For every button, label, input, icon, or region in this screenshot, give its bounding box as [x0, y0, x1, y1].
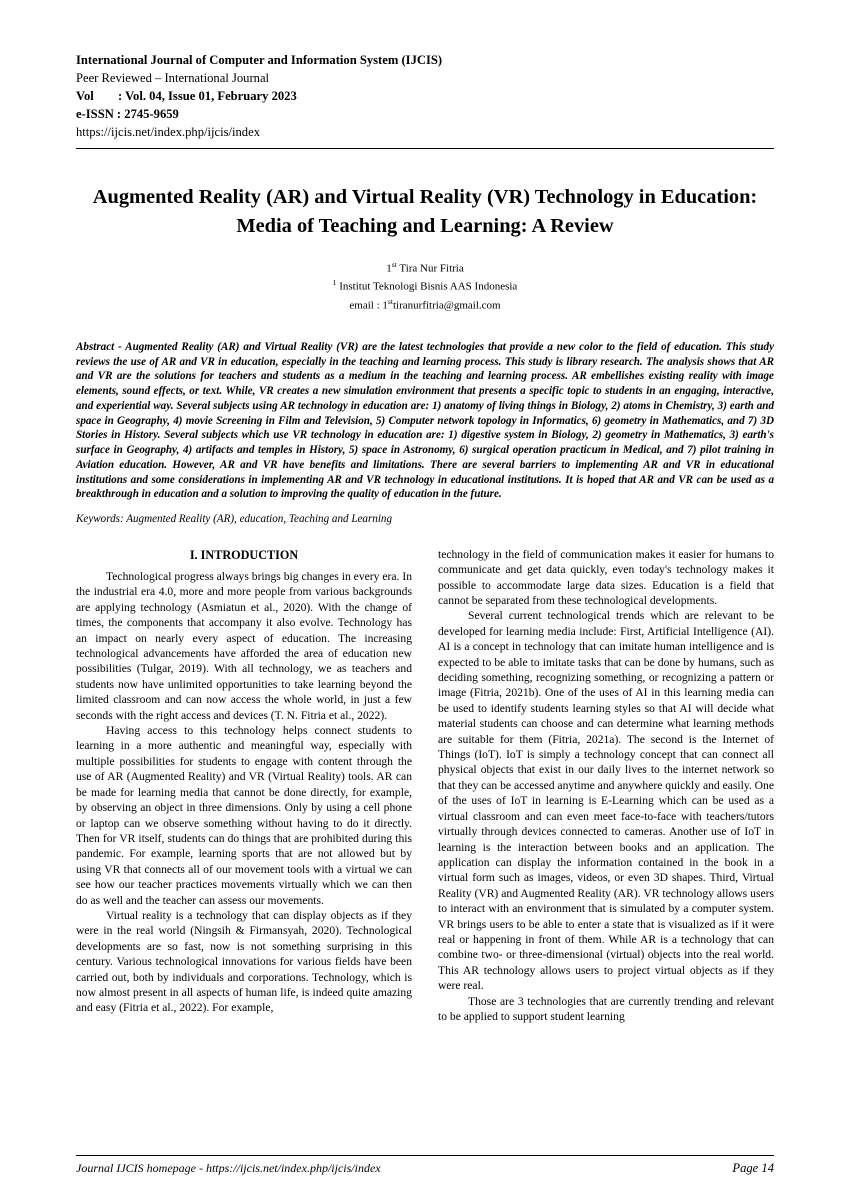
author-name: Tira Nur Fitria: [396, 262, 464, 275]
author-order-suffix: st: [391, 260, 397, 270]
journal-volume-value: : Vol. 04, Issue 01, February 2023: [118, 88, 297, 103]
keywords-text: Keywords: Augmented Reality (AR), education, Teaching and Learning: [76, 513, 393, 526]
footer-homepage: Journal IJCIS homepage - https://ijcis.net/index.php/ijcis/index: [76, 1161, 381, 1175]
footer-row: [76, 1161, 774, 1176]
affiliation-line: [76, 277, 774, 295]
journal-volume: [76, 88, 774, 106]
left-column: [76, 547, 412, 1025]
paragraph: technology in the field of communication makes it easier for humans to communicate and get data quickly, even today's technology makes it possible to accommodate large data sizes. Education is a field that cannot be separated from these technological developments.: [438, 547, 774, 607]
abstract-text: Abstract - Augmented Reality (AR) and Virtual Reality (VR) are the latest technologies that provide a new color to the field of education. This study reviews the use of AR and VR in education, especially in the teaching and learning process. This study is library research. The analysis shows that AR and VR are the solutions for teachers and students as a medium in the teaching and learning process. AR embellishes existing reality with image elements, sound effects, or text. While, VR creates a new simulation environment that presents a specific topic to students in an engaging, interactive, and experiential way. Several subjects using AR technology in education are: 1) anatomy of living things in Biology, 2) atoms in Chemistry, 3) earth and space in Geography, 4) movie Screening in Film and Television, 5) Computer network topology in Informatics, 6) geometry in Mathematics, and 7) 3D Stories in History. Several subjects which use VR technology in education are: 1) digestive system in Biology, 2) geometry in Mathematics, 3) earth's surface in Geography, 4) artifacts and temples in History, 5) space in Astronomy, 6) surgical operation practicum in Medical, and 7) pilot training in Aviation education. However, AR and VR have benefits and limitations. There are several barriers to implementing AR and VR in educational institutions and some considerations in implementing AR and VR technology in educational institutions. It is hoped that AR and VR can be used as a breakthrough in education and a solution to improving the quality of education in the future.: [76, 340, 774, 501]
paragraph: Having access to this technology helps connect students to learning in a more authentic and meaningful way, especially with multiple possibilities for students to engage with content through the use of AR (Augmented Reality) and VR (Virtual Reality) tools. AR can be made for learning media that cannot be done directly, for example, by observing an object in three dimensions. Only by using a cell phone or laptop can we observe something without having to do it directly. Then for VR itself, students can do things that are prohibited during this pandemic. For example, learning sports that are not allowed but by using VR that connects all of our movement tools with a virtual we can see how our teacher practices movements virtually which we can then do as well and the teacher can assess our movements.: [76, 724, 412, 907]
author-block: [76, 259, 774, 313]
right-column: [438, 547, 774, 1025]
paragraph: Virtual reality is a technology that can display objects as if they were in the real world (Ningsih & Firmansyah, 2020). Technological developments are so fast, now is not something surprising in this century. Various technological innovations for various fields have been carried out, both by individuals and corporations. Technology, which is now almost present in all aspects of human life, is indeed quite amazing and easy (Fitria et al., 2022). For example,: [76, 908, 412, 1015]
footer-page-number: Page 14: [732, 1161, 774, 1175]
author-order: 1: [386, 262, 392, 275]
page-footer: [76, 1155, 774, 1176]
paragraph: Several current technological trends which are relevant to be developed for learning media include: First, Artificial Intelligence (AI). AI is a concept in technology that can imitate human intelligence and is expected to be able to imitate tasks that can be done by humans, such as deciding something, recognizing something, or recognizing a pattern or image (Fitria, 2021b). One of the uses of AI in this learning media can be used to identify students learning styles so that AI will decide what material students can choose and can determine what learning methods are suitable for them (Fitria, 2021a). The second is the Internet of Things (IoT). IoT is simply a technology concept that can connect all physical objects that exist in our daily lives to the internet network so that they can be accessed anytime and anywhere quickly and easily. One of the uses of IoT in learning is E-Learning which can be used as a virtual classroom and can even meet face-to-face with teachers/tutors virtually through devices connected to cameras. Another use of IoT in learning is the interaction between books and an application. The application can display the information contained in the book in a virtual form such as images, videos, or even 3D shapes. Third, Virtual Reality (VR) and Augmented Reality (AR). VR technology allows users to interact with an environment that is simulated by a computer system. VR brings users to be able to enter a state that is visualized as if it were real or happening in front of them. While AR is a technology that can combine two- or three-dimensional (virtual) objects into the real world. This AR technology allows users to project virtual objects as if they were real.: [438, 609, 774, 993]
author-line: [76, 259, 774, 277]
email-suffix-marker: st: [387, 296, 393, 306]
page-title: Augmented Reality (AR) and Virtual Reality (VR) Technology in Education: Media of Teaching and Learning: A Review: [92, 186, 758, 238]
author-email: tiranurfitria@gmail.com: [393, 299, 501, 312]
affiliation-marker: 1: [332, 278, 337, 288]
paragraph: Technological progress always brings big changes in every era. In the industrial era 4.0, more and more people from various backgrounds are applying technology (Asmiatun et al., 2020). With the change of times, the components that accompany it also evolve. Technology has an impact on nearly every aspect of education. The increasing technological advancements have afforded the area of education new possibilities (Tulgar, 2019). With all technology, we as teachers and students now have unlimited opportunities to take learning beyond the limited classroom and can now access the whole world, in just a few seconds with the right access and devices (T. N. Fitria et al., 2022).: [76, 570, 412, 722]
journal-header: [76, 52, 774, 149]
journal-url: https://ijcis.net/index.php/ijcis/index: [76, 124, 260, 139]
journal-eissn: e-ISSN : 2745-9659: [76, 106, 179, 121]
footer-divider: [76, 1155, 774, 1156]
email-prefix: email : 1: [349, 299, 388, 312]
journal-name: International Journal of Computer and Information System (IJCIS): [76, 53, 443, 67]
section-heading-introduction: I. INTRODUCTION: [189, 547, 299, 562]
journal-volume-label: Vol: [76, 88, 94, 103]
affiliation-text: Institut Teknologi Bisnis AAS Indonesia: [336, 281, 518, 294]
body-columns: [76, 547, 774, 1025]
email-line: [76, 296, 774, 314]
journal-peer-reviewed: Peer Reviewed – International Journal: [76, 70, 270, 85]
header-divider: [76, 148, 774, 149]
paragraph: Those are 3 technologies that are currently trending and relevant to be applied to support student learning: [438, 994, 774, 1023]
